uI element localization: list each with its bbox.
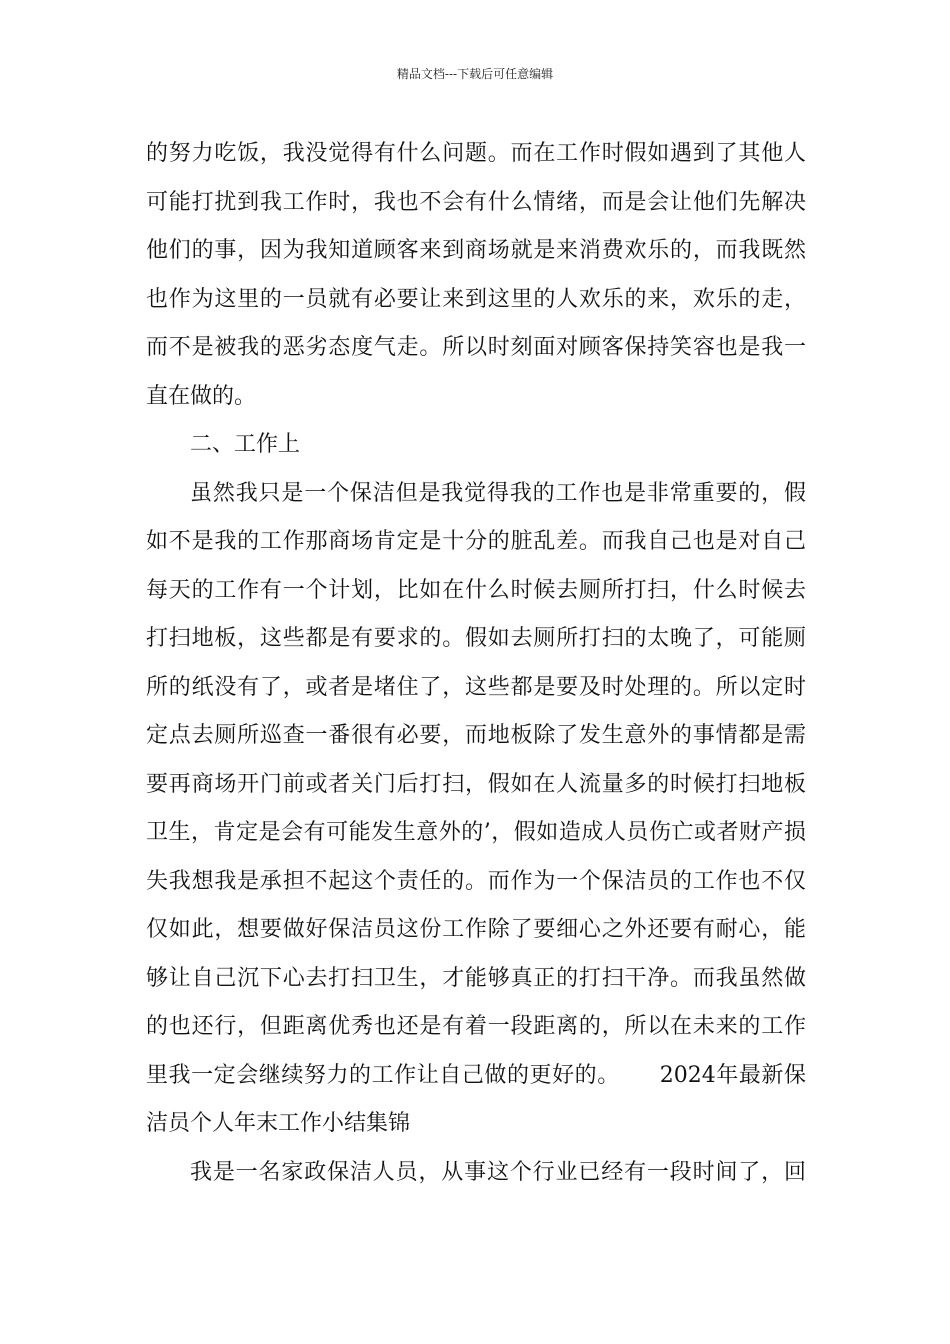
paragraph-line: 直在做的。 xyxy=(146,383,257,409)
document-body xyxy=(146,130,806,1197)
page-header: 精品文档---下载后可任意编辑 xyxy=(396,67,554,81)
paragraph-line: 定点去厕所巡查一番很有必要，而地板除了发生意外的事情都是需 xyxy=(146,723,806,748)
paragraph-line: 而不是被我的恶劣态度气走。所以时刻面对顾客保持笑容也是我一 xyxy=(146,335,806,360)
paragraph-line: 仅如此，想要做好保洁员这份工作除了要细心之外还要有耐心，能 xyxy=(146,917,806,942)
paragraph-line: 虽然我只是一个保洁但是我觉得我的工作也是非常重要的，假 xyxy=(190,480,806,506)
paragraph-line-end: 里我一定会继续努力的工作让自己做的更好的。 xyxy=(146,1062,620,1088)
paragraph-line: 每天的工作有一个计划，比如在什么时候去厕所打扫，什么时候去 xyxy=(146,577,806,603)
paragraph-line: 如不是我的工作那商场肯定是十分的脏乱差。而我自己也是对自己 xyxy=(146,529,806,554)
paragraph-line: 要再商场开门前或者关门后打扫，假如在人流量多的时候打扫地板 xyxy=(146,771,806,797)
paragraph-line: 够让自己沉下心去打扫卫生，才能够真正的打扫干净。而我虽然做 xyxy=(146,965,806,991)
paragraph-line: 失我想我是承担不起这个责任的。而作为一个保洁员的工作也不仅 xyxy=(146,868,806,894)
paragraph-line: 可能打扰到我工作时，我也不会有什么情绪，而是会让他们先解决 xyxy=(146,189,806,215)
paragraph-line: 卫生，肯定是会有可能发生意外的’，假如造成人员伤亡或者财产损 xyxy=(146,820,806,845)
article-title-part-2: 洁员个人年末工作小结集锦 xyxy=(146,1111,411,1136)
paragraph-line: 所的纸没有了，或者是堵住了，这些都是要及时处理的。所以定时 xyxy=(146,674,806,700)
paragraph-line: 也作为这里的一员就有必要让来到这里的人欢乐的来，欢乐的走， xyxy=(146,286,806,312)
article-title-part-1: 2024年最新保 xyxy=(659,1062,806,1088)
paragraph-line: 他们的事，因为我知道顾客来到商场就是来消费欢乐的，而我既然 xyxy=(146,238,806,263)
section-heading: 二、工作上 xyxy=(190,432,301,457)
paragraph-line: 的也还行，但距离优秀也还是有着一段距离的，所以在未来的工作 xyxy=(146,1014,806,1039)
paragraph-line-with-title xyxy=(146,1052,806,1101)
paragraph-line: 的努力吃饭，我没觉得有什么问题。而在工作时假如遇到了其他人 xyxy=(146,141,806,166)
paragraph-line: 我是一名家政保洁人员，从事这个行业已经有一段时间了，回 xyxy=(190,1159,806,1185)
paragraph-line: 打扫地板，这些都是有要求的。假如去厕所打扫的太晚了，可能厕 xyxy=(146,626,806,651)
